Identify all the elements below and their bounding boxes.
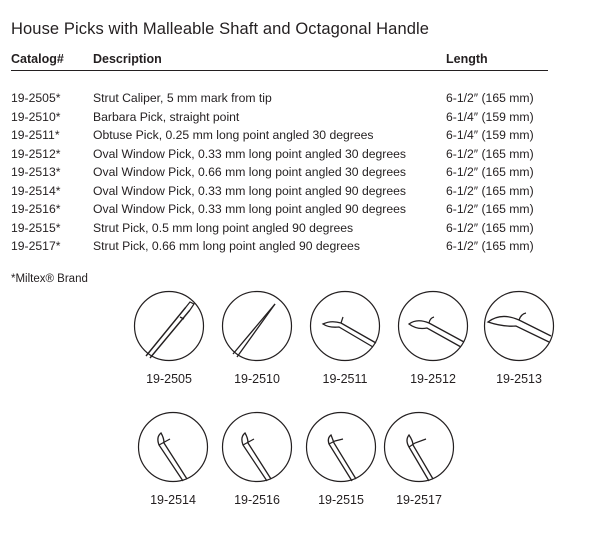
length: 6-1/4″ (159 mm) <box>446 128 534 142</box>
catalog-number: 19-2515* <box>11 220 61 235</box>
length: 6-1/2″ (165 mm) <box>446 165 534 179</box>
oval-window-pick-90-tip-icon <box>137 411 209 483</box>
description: Barbara Pick, straight point <box>93 109 240 124</box>
description: Strut Caliper, 5 mm mark from tip <box>93 91 272 105</box>
catalog-number: 19-2512* <box>11 146 61 161</box>
length: 6-1/2″ (165 mm) <box>446 91 534 105</box>
table-row <box>0 202 589 220</box>
strut-pick-90-tip-icon <box>305 411 377 483</box>
length: 6-1/2″ (165 mm) <box>446 146 534 161</box>
page-title: House Picks with Malleable Shaft and Octagonal Handle <box>11 20 430 38</box>
table-row <box>0 128 589 146</box>
brand-footnote: *Miltex® Brand <box>11 273 88 285</box>
table-row <box>0 239 589 257</box>
description: Oval Window Pick, 0.33 mm long point angled 30 degrees <box>93 146 406 161</box>
oval-window-pick-30-long-tip-icon <box>483 290 555 362</box>
figure-label: 19-2515 <box>318 493 364 507</box>
column-header-length: Length <box>446 52 488 66</box>
obtuse-pick-tip-icon <box>309 290 381 362</box>
catalog-number: 19-2514* <box>11 183 61 198</box>
strut-pick-90-long-tip-icon <box>383 411 455 483</box>
oval-window-pick-90-tip-icon <box>221 411 293 483</box>
description: Strut Pick, 0.5 mm long point angled 90 degrees <box>93 220 354 235</box>
figure-label: 19-2517 <box>396 493 442 507</box>
straight-pick-tip-icon <box>221 290 293 362</box>
table-row <box>0 110 589 128</box>
length: 6-1/4″ (159 mm) <box>446 109 534 124</box>
catalog-number: 19-2513* <box>11 165 61 179</box>
figure-label: 19-2516 <box>234 493 280 507</box>
table-row <box>0 91 589 109</box>
table-row <box>0 165 589 183</box>
strut-caliper-tip-icon <box>133 290 205 362</box>
oval-window-pick-30-tip-icon <box>397 290 469 362</box>
table-row <box>0 147 589 165</box>
figure-label: 19-2514 <box>150 493 196 507</box>
figure-label: 19-2511 <box>322 372 368 386</box>
figure-label: 19-2512 <box>410 372 456 386</box>
description: Strut Pick, 0.66 mm long point angled 90 degrees <box>93 239 360 253</box>
figure-label: 19-2510 <box>234 372 280 386</box>
length: 6-1/2″ (165 mm) <box>446 202 534 216</box>
catalog-number: 19-2505* <box>11 91 61 105</box>
length: 6-1/2″ (165 mm) <box>446 239 534 253</box>
catalog-number: 19-2511* <box>11 128 60 142</box>
length: 6-1/2″ (165 mm) <box>446 183 534 198</box>
figure-label: 19-2513 <box>496 372 542 386</box>
length: 6-1/2″ (165 mm) <box>446 220 534 235</box>
header-divider <box>11 70 548 71</box>
catalog-number: 19-2516* <box>11 202 61 216</box>
description: Oval Window Pick, 0.66 mm long point angled 30 degrees <box>93 165 406 179</box>
figure-label: 19-2505 <box>146 372 192 386</box>
column-header-catalog: Catalog# <box>11 52 64 66</box>
description: Obtuse Pick, 0.25 mm long point angled 30 degrees <box>93 128 374 142</box>
description: Oval Window Pick, 0.33 mm long point angled 90 degrees <box>93 202 406 216</box>
column-header-description: Description <box>93 52 162 66</box>
catalog-number: 19-2510* <box>11 109 61 124</box>
table-row <box>0 221 589 239</box>
catalog-number: 19-2517* <box>11 239 61 253</box>
description: Oval Window Pick, 0.33 mm long point angled 90 degrees <box>93 183 406 198</box>
table-row <box>0 184 589 202</box>
